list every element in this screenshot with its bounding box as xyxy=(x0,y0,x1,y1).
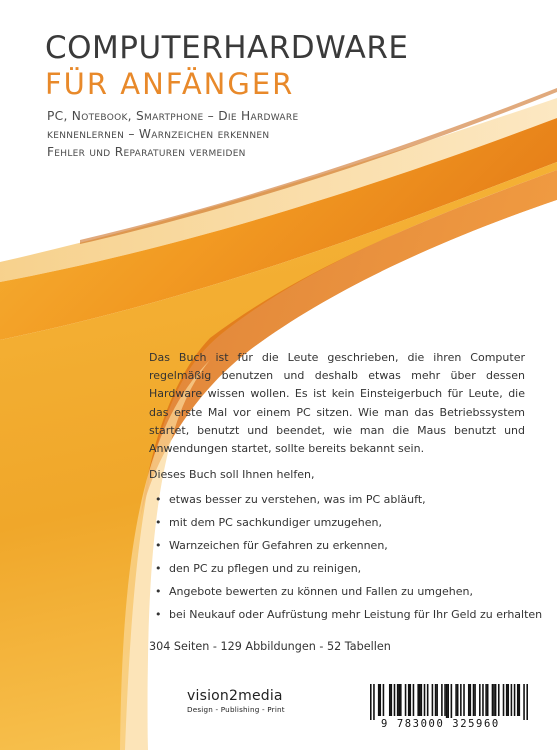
barcode-bar xyxy=(373,684,375,720)
barcode-bar xyxy=(457,684,459,716)
barcode-bar xyxy=(493,684,495,716)
barcode-bar xyxy=(389,684,391,716)
barcode-bar xyxy=(479,684,481,716)
bullet-icon: • xyxy=(155,562,162,576)
list-item-text: mit dem PC sachkundiger umzugehen, xyxy=(169,516,383,530)
barcode-bar xyxy=(427,684,429,716)
barcode-bar xyxy=(451,684,453,720)
barcode-bar xyxy=(523,684,525,720)
benefits-intro: Dieses Buch soll Ihnen helfen, xyxy=(149,468,315,482)
barcode-bar xyxy=(495,684,497,716)
barcode-bar xyxy=(492,684,494,716)
barcode-bar xyxy=(485,684,487,716)
barcode-bar xyxy=(413,684,415,716)
barcode-bar xyxy=(460,684,462,716)
barcode-bar xyxy=(514,684,516,716)
isbn-number: 9 783000 325960 xyxy=(381,718,500,730)
barcode-bar xyxy=(398,684,400,716)
barcode-bar xyxy=(405,684,407,716)
barcode-bar xyxy=(507,684,509,716)
subtitle-line-2: kennenlernen – Warnzeichen erkennen xyxy=(47,127,270,141)
list-item xyxy=(149,557,525,580)
barcode-bar xyxy=(482,684,484,716)
list-item-text: bei Neukauf oder Aufrüstung mehr Leistung für Ihr Geld zu erhalten xyxy=(169,608,543,622)
subtitle-line-3: Fehler und Reparaturen vermeiden xyxy=(47,145,246,159)
book-stats: 304 Seiten - 129 Abbildungen - 52 Tabellen xyxy=(149,640,391,653)
barcode-bar xyxy=(455,684,457,716)
barcode-bar xyxy=(468,684,470,716)
list-item-text: Warnzeichen für Gefahren zu erkennen, xyxy=(169,539,388,553)
subtitle-line-1: PC, Notebook, Smartphone – Die Hardware xyxy=(47,109,299,123)
barcode-bars xyxy=(370,684,528,720)
barcode-bar xyxy=(519,684,521,716)
bullet-icon: • xyxy=(155,516,162,530)
barcode-bar xyxy=(378,684,380,716)
barcode-bar xyxy=(487,684,489,716)
barcode-bar xyxy=(463,684,465,716)
barcode-bar xyxy=(444,684,446,716)
barcode-bar xyxy=(397,684,399,716)
barcode-bar xyxy=(419,684,421,716)
publisher-logo xyxy=(187,688,285,714)
barcode-bar xyxy=(435,684,437,716)
list-item-text: etwas besser zu verstehen, was im PC abläuft, xyxy=(169,493,426,507)
barcode-bar xyxy=(400,684,402,716)
barcode-bar xyxy=(511,684,513,716)
publisher-tagline: Design - Publishing - Print xyxy=(187,705,285,714)
barcode-bar xyxy=(474,684,476,716)
barcode-bar xyxy=(383,684,385,716)
barcode-bar xyxy=(432,684,434,716)
list-item xyxy=(149,603,543,626)
barcode-bar xyxy=(498,684,500,716)
barcode-bar xyxy=(394,684,396,716)
list-item-text: Angebote bewerten zu können und Fallen zu umgehen, xyxy=(169,585,473,599)
book-title-line-2: FÜR ANFÄNGER xyxy=(45,67,295,101)
barcode-bar xyxy=(470,684,472,716)
barcode-bar xyxy=(379,684,381,716)
benefits-list xyxy=(149,488,543,626)
barcode-bar xyxy=(447,684,449,720)
barcode-bar xyxy=(503,684,505,716)
list-item-text: den PC zu pflegen und zu reinigen, xyxy=(169,562,362,576)
description-block xyxy=(149,349,543,626)
barcode-bar xyxy=(408,684,410,716)
barcode-bar xyxy=(391,684,393,716)
bullet-icon: • xyxy=(155,539,162,553)
description-paragraph: Das Buch ist für die Leute geschrieben, die ihren Computer regelmäßig benutzen und deshalb etwas mehr über dessen Hardware wissen wollen. Es ist kein Einsteigerbuch für Leute, die das erste Mal vor einem PC sitzen. Wie man das Betriebssystem startet, benutzt und beendet, wie man die Maus benutzt und Anwendungen startet, sollte bereits bekannt sein. xyxy=(149,351,525,456)
barcode-bar xyxy=(436,684,438,716)
bullet-icon: • xyxy=(155,608,162,622)
publisher-name: vision2media xyxy=(187,688,283,704)
barcode-bar xyxy=(506,684,508,716)
list-item xyxy=(149,580,525,603)
barcode-bar xyxy=(526,684,528,720)
barcode-bar xyxy=(410,684,412,716)
barcode-bar xyxy=(421,684,423,716)
barcode-bar xyxy=(446,684,448,720)
list-item xyxy=(149,534,525,557)
bullet-icon: • xyxy=(155,493,162,507)
bullet-icon: • xyxy=(155,585,162,599)
isbn-barcode xyxy=(366,681,532,738)
list-item xyxy=(149,511,525,534)
book-title-line-1: COMPUTERHARDWARE xyxy=(45,30,409,66)
list-item xyxy=(149,488,525,511)
barcode-bar xyxy=(370,684,372,720)
barcode-bar xyxy=(424,684,426,716)
barcode-bar xyxy=(441,684,443,716)
barcode-bar xyxy=(517,684,519,716)
barcode-bar xyxy=(417,684,419,716)
barcode-bar xyxy=(473,684,475,716)
